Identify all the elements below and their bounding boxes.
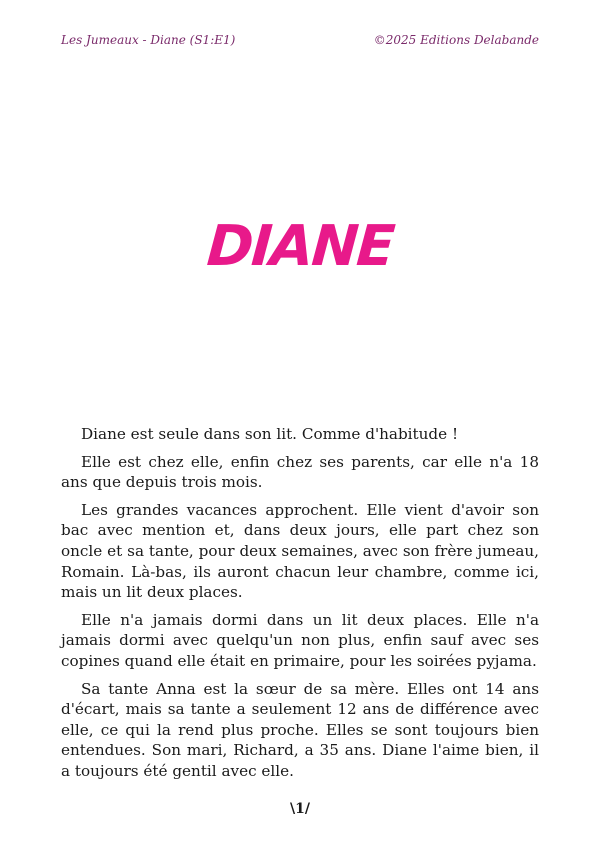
paragraph: Elle n'a jamais dormi dans un lit deux places. Elle n'a jamais dormi avec quelqu'un non plus, enfin sauf avec ses copines quand elle était en primaire, pour les soirées pyjama. bbox=[61, 610, 539, 670]
paragraph: Diane est seule dans son lit. Comme d'habitude ! bbox=[81, 425, 459, 443]
running-head bbox=[61, 33, 539, 47]
chapter-title: DIANE bbox=[204, 214, 396, 279]
paragraph: Les grandes vacances approchent. Elle vient d'avoir son bac avec mention et, dans deux jours, elle part chez son oncle et sa tante, pour deux semaines, avec son frère jumeau, Romain. Là-bas, ils auront chacun leur chambre, comme ici, mais un lit deux places. bbox=[61, 500, 539, 602]
paragraph: Elle est chez elle, enfin chez ses parents, car elle n'a 18 ans que depuis trois mois. bbox=[61, 452, 539, 492]
body-text bbox=[61, 424, 539, 789]
paragraph: Sa tante Anna est la sœur de sa mère. Elles ont 14 ans d'écart, mais sa tante a seulement 12 ans de différence avec elle, ce qui la rend plus proche. Elles se sont toujours bien entendues. Son mari, Richard, a 35 ans. Diane l'aime bien, il a toujours été gentil avec elle. bbox=[61, 679, 539, 780]
running-head-left: Les Jumeaux - Diane (S1:E1) bbox=[61, 33, 236, 47]
page-number: \1/ bbox=[290, 801, 310, 817]
running-head-right: ©2025 Editions Delabande bbox=[373, 33, 539, 47]
